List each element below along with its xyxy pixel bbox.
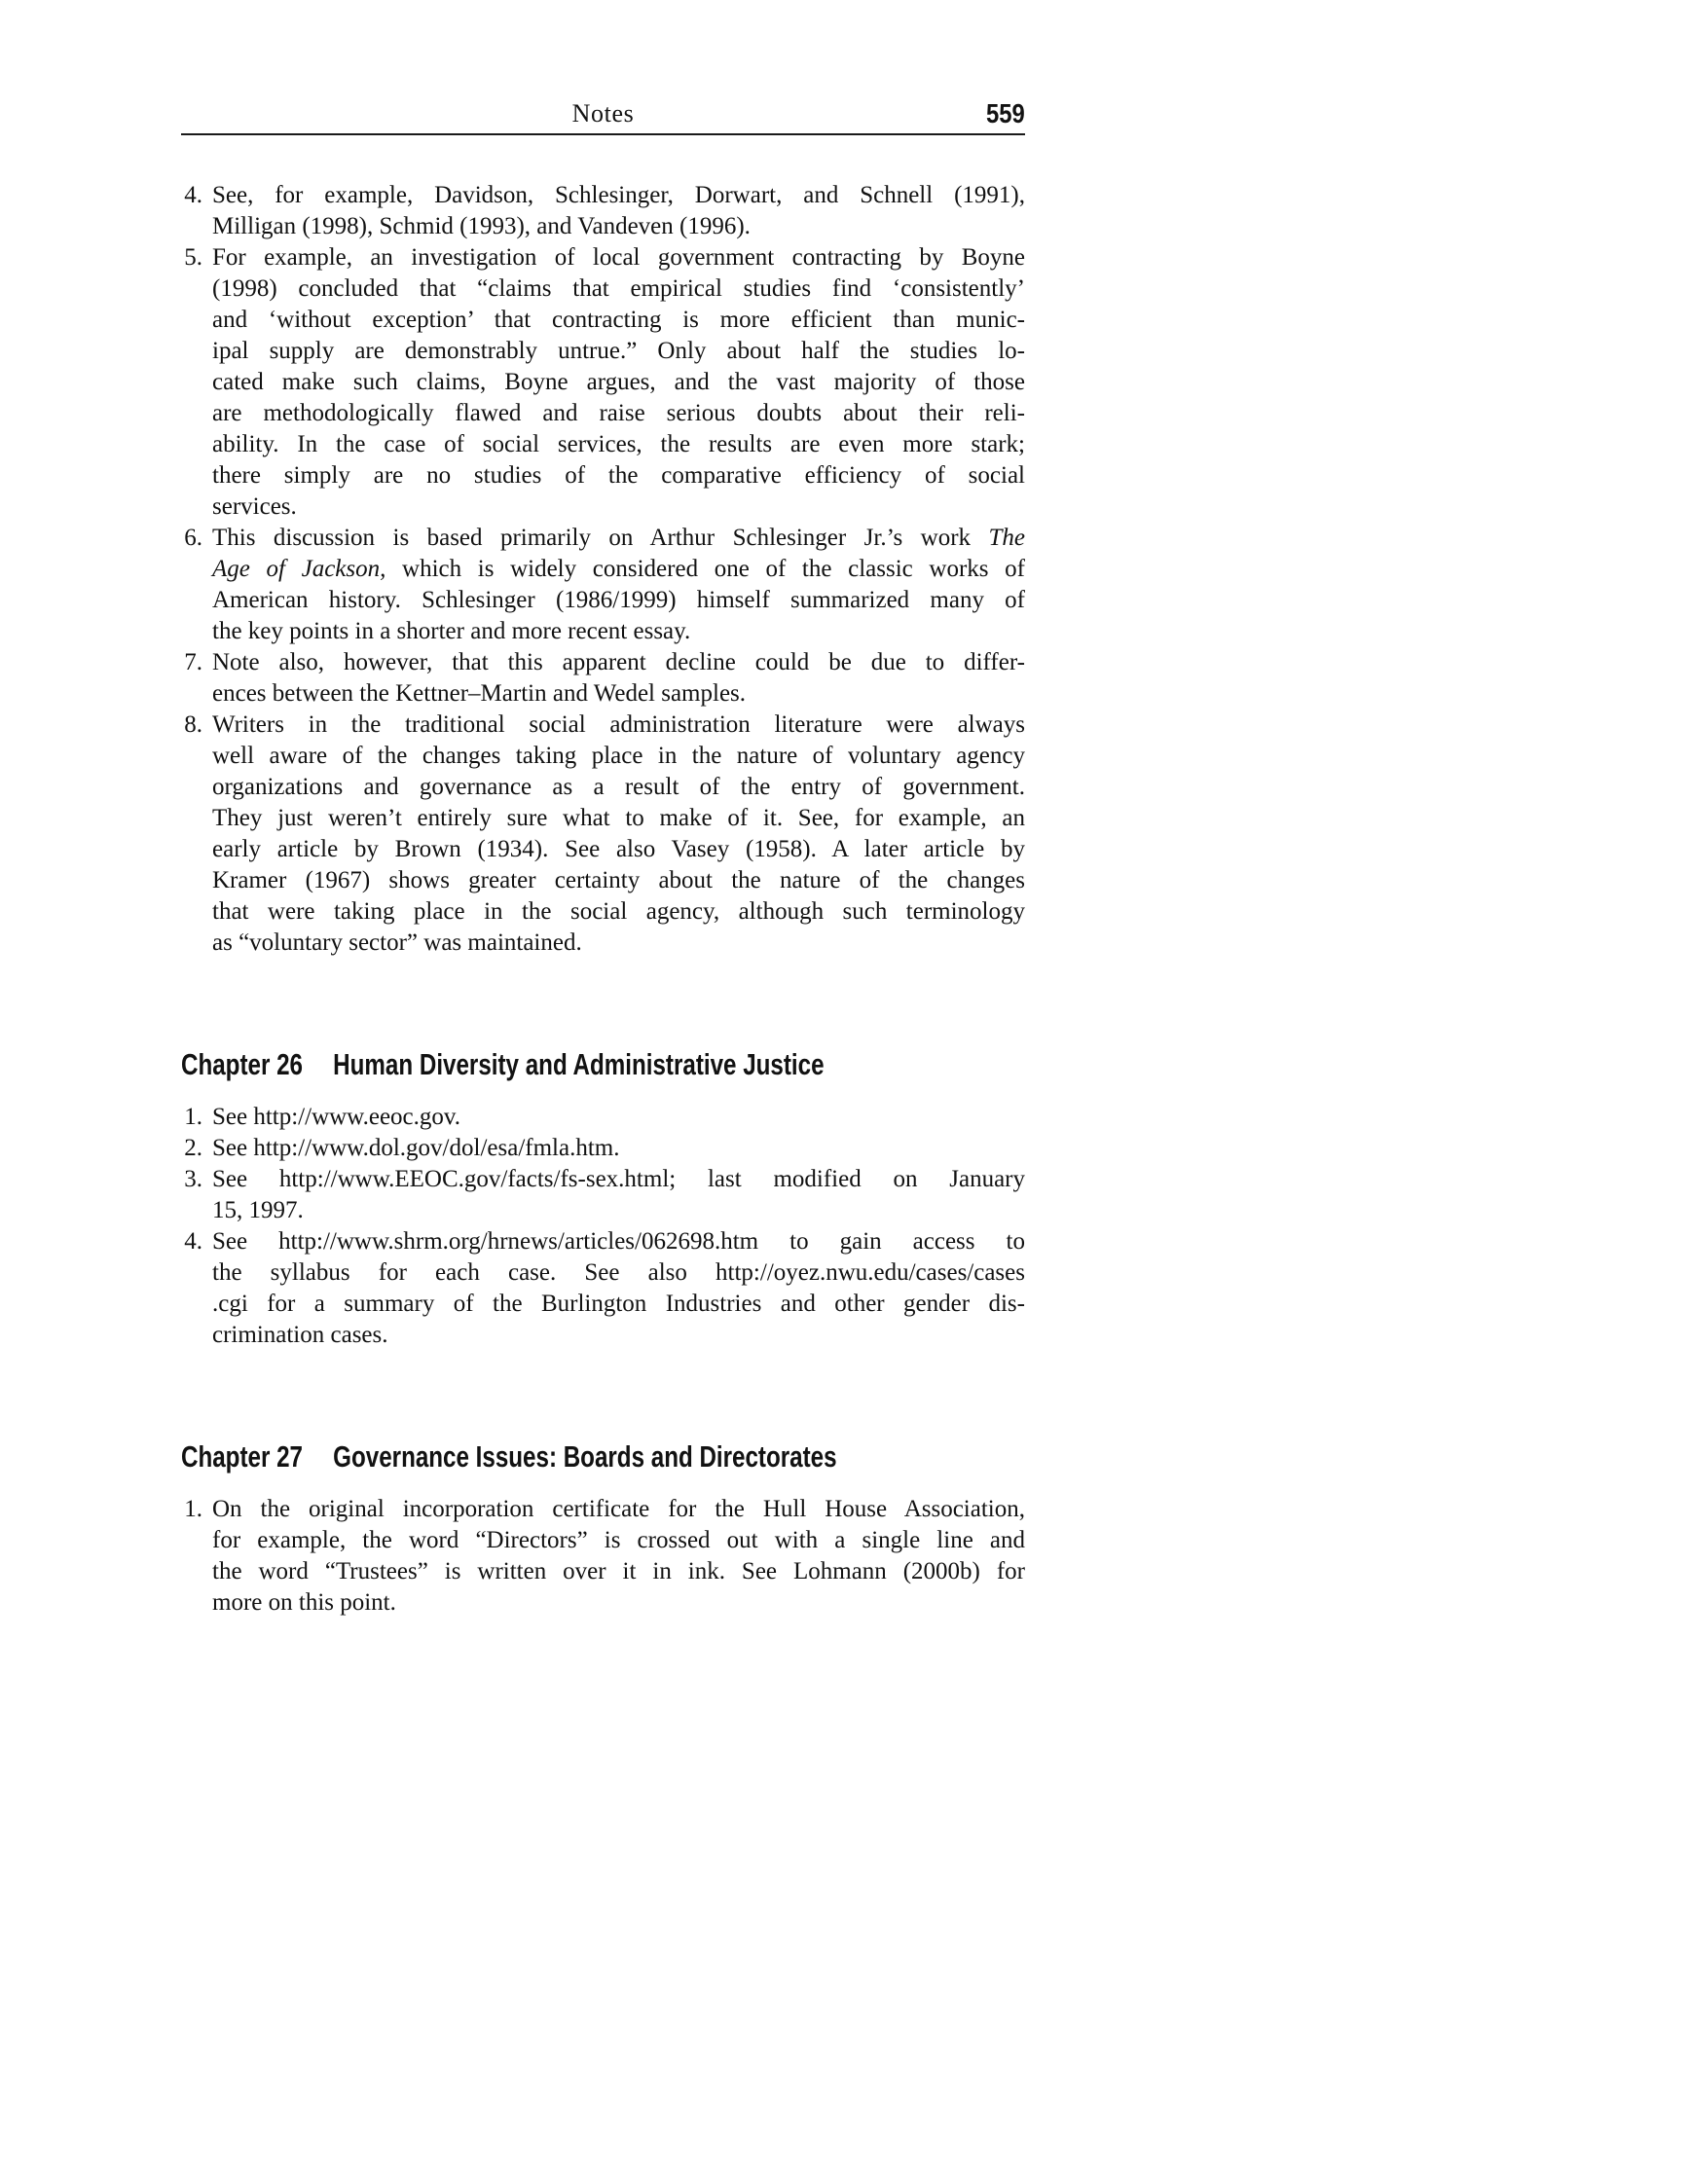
note-line: See, for example, Davidson, Schlesinger, Dorwart, and Schnell (1991), [212, 182, 1025, 208]
note-text [212, 180, 1025, 242]
note-item [181, 1494, 1025, 1619]
note-line: See http://www.shrm.org/hrnews/articles/062698.htm to gain access to [212, 1228, 1025, 1255]
note-number: 1. [184, 1104, 202, 1130]
page-number: 559 [986, 98, 1025, 128]
note-number: 1. [184, 1496, 202, 1522]
note-number: 3. [184, 1166, 202, 1192]
note-text [212, 1164, 1025, 1226]
note-line: the syllabus for each case. See also http://oyez.nwu.edu/cases/cases [212, 1259, 1025, 1286]
header-rule [181, 133, 1025, 135]
note-line: cated make such claims, Boyne argues, and the vast majority of those [212, 369, 1025, 395]
notes-section [181, 180, 1025, 959]
note-list [181, 180, 1025, 959]
note-number: 2. [184, 1135, 202, 1161]
note-line: for example, the word “Directors” is crossed out with a single line and [212, 1527, 1025, 1553]
note-line: there simply are no studies of the comparative efficiency of social [212, 462, 1025, 489]
note-number: 5. [184, 244, 202, 271]
note-text [212, 710, 1025, 959]
chapter-heading [181, 1440, 839, 1474]
note-line: Kramer (1967) shows greater certainty about the nature of the changes [212, 867, 1025, 893]
note-text [212, 1226, 1025, 1351]
note-number: 7. [184, 649, 202, 675]
note-line: Age of Jackson, which is widely considered one of the classic works of [212, 556, 1025, 582]
note-line: the key points in a shorter and more recent essay. [212, 618, 691, 644]
note-number: 4. [184, 182, 202, 208]
note-line: services. [212, 493, 297, 520]
chapter-title: Governance Issues: Boards and Directorates [333, 1439, 837, 1474]
chapter-section [181, 1440, 1025, 1619]
note-text [212, 1494, 1025, 1619]
note-line: the word “Trustees” is written over it in ink. See Lohmann (2000b) for [212, 1558, 1025, 1584]
note-line: See http://www.EEOC.gov/facts/fs-sex.html; last modified on January [212, 1166, 1025, 1192]
note-line: Milligan (1998), Schmid (1993), and Vandeven (1996). [212, 213, 751, 239]
note-line: American history. Schlesinger (1986/1999) himself summarized many of [212, 587, 1025, 613]
note-item [181, 1102, 1025, 1133]
note-text [212, 242, 1025, 523]
note-line: well aware of the changes taking place in the nature of voluntary agency [212, 743, 1025, 769]
note-line: Note also, however, that this apparent decline could be due to differ- [212, 649, 1025, 675]
note-line: 15, 1997. [212, 1197, 304, 1223]
note-number: 4. [184, 1228, 202, 1255]
note-item [181, 1226, 1025, 1351]
note-line: as “voluntary sector” was maintained. [212, 929, 582, 956]
note-line: ability. In the case of social services, the results are even more stark; [212, 431, 1025, 457]
note-item [181, 710, 1025, 959]
note-line: See http://www.dol.gov/dol/esa/fmla.htm. [212, 1135, 620, 1161]
note-line: organizations and governance as a result of the entry of government. [212, 774, 1025, 800]
note-line: .cgi for a summary of the Burlington Industries and other gender dis- [212, 1291, 1025, 1317]
note-text [212, 523, 1025, 647]
note-line: more on this point. [212, 1589, 396, 1616]
note-line: They just weren’t entirely sure what to make of it. See, for example, an [212, 805, 1025, 831]
note-item [181, 1133, 1025, 1164]
note-list [181, 1102, 1025, 1351]
note-item [181, 242, 1025, 523]
chapter-section [181, 1048, 1025, 1351]
running-head [181, 97, 1025, 132]
note-item [181, 523, 1025, 647]
note-line: crimination cases. [212, 1322, 388, 1348]
note-number: 8. [184, 711, 202, 738]
note-item [181, 647, 1025, 710]
note-line: and ‘without exception’ that contracting is more efficient than munic- [212, 307, 1025, 333]
note-number: 6. [184, 525, 202, 551]
note-item [181, 180, 1025, 242]
content [181, 180, 1025, 1619]
note-line: that were taking place in the social agency, although such terminology [212, 898, 1025, 925]
note-item [181, 1164, 1025, 1226]
note-line: ipal supply are demonstrably untrue.” Only about half the studies lo- [212, 338, 1025, 364]
chapter-title: Human Diversity and Administrative Justice [333, 1047, 825, 1081]
note-line: (1998) concluded that “claims that empirical studies find ‘consistently’ [212, 275, 1025, 302]
note-list [181, 1494, 1025, 1619]
note-text [212, 1102, 1025, 1133]
note-line: ences between the Kettner–Martin and Wedel samples. [212, 680, 747, 707]
note-line: See http://www.eeoc.gov. [212, 1104, 461, 1130]
chapter-label: Chapter 26 [181, 1047, 303, 1081]
note-line: For example, an investigation of local government contracting by Boyne [212, 244, 1025, 271]
note-line: early article by Brown (1934). See also Vasey (1958). A later article by [212, 836, 1025, 862]
note-text [212, 647, 1025, 710]
note-line: On the original incorporation certificate for the Hull House Association, [212, 1496, 1025, 1522]
chapter-heading [181, 1048, 839, 1081]
chapter-label: Chapter 27 [181, 1439, 303, 1474]
note-line: Writers in the traditional social administration literature were always [212, 711, 1025, 738]
running-head-title: Notes [571, 99, 635, 127]
note-line: are methodologically flawed and raise serious doubts about their reli- [212, 400, 1025, 426]
note-line: This discussion is based primarily on Arthur Schlesinger Jr.’s work The [212, 525, 1025, 551]
note-text [212, 1133, 1025, 1164]
